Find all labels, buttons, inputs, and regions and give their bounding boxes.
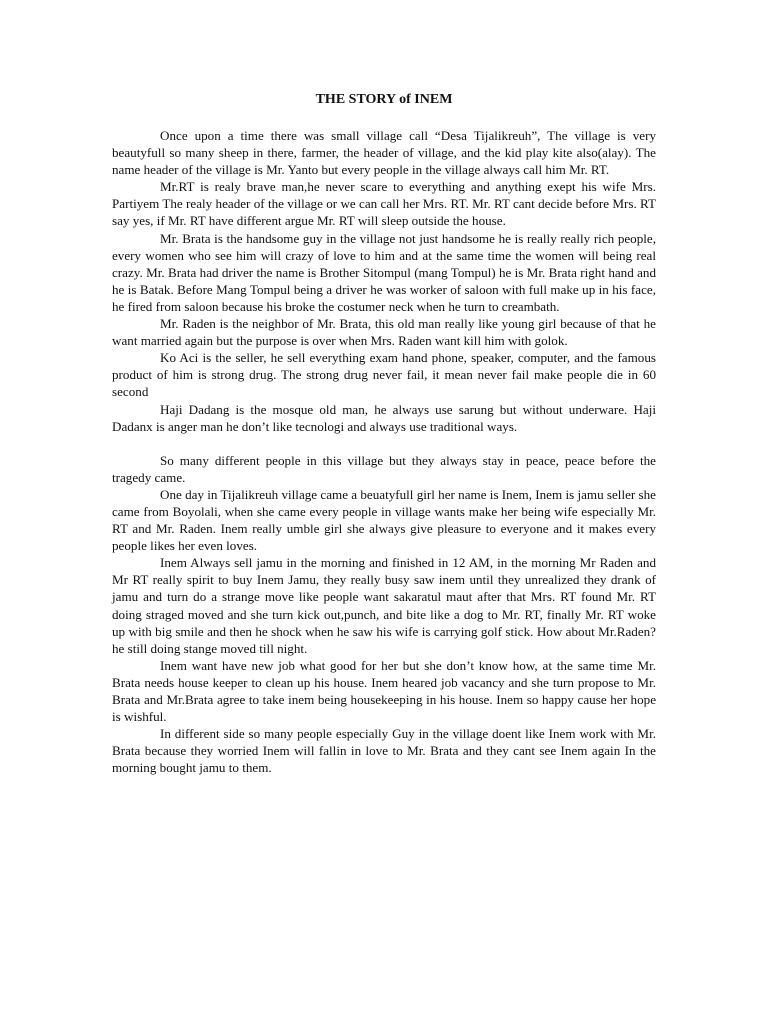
paragraph-ko-aci: Ko Aci is the seller, he sell everything exam hand phone, speaker, computer, and the famous product of him is strong drug. The strong drug never fail, it mean never fail make people die in 60 second	[112, 350, 656, 400]
paragraph-gap	[112, 435, 656, 452]
paragraph-inem-arrives: One day in Tijalikreuh village came a beuatyfull girl her name is Inem, Inem is jamu seller she came from Boyolali, when she came every people in village wants make her being wife especially Mr. RT and Mr. Raden. Inem really umble girl she always give pleasure to everyone and it makes every people likes her even loves.	[112, 486, 656, 554]
paragraph-mr-raden: Mr. Raden is the neighbor of Mr. Brata, this old man really like young girl because of that he want married again but the purpose is over when Mrs. Raden want kill him with golok.	[112, 316, 656, 349]
paragraph-village-intro: Once upon a time there was small village call “Desa Tijalikreuh”, The village is very beautyfull so many sheep in there, farmer, the header of village, and the kid play kite also(alay). The name header of the village is Mr. Yanto but every people in the village always call him Mr. RT.	[112, 128, 656, 178]
paragraph-mr-brata: Mr. Brata is the handsome guy in the village not just handsome he is really really rich people, every women who see him will crazy of love to him and at the same time the women will being real crazy. Mr. Brata had driver the name is Brother Sitompul (mang Tompul) he is Mr. Brata right hand and he is Batak. Before Mang Tompul being a driver he was worker of saloon with full make up in his face, he fired from saloon because his broke the costumer neck when he turn to creambath.	[112, 230, 656, 314]
paragraph-jamu-morning: Inem Always sell jamu in the morning and finished in 12 AM, in the morning Mr Raden and Mr RT really spirit to buy Inem Jamu, they really busy saw inem until they unrealized they drank of jamu and turn do a strange move like people want sakaratul maut after that Mrs. RT found Mr. RT doing straged moved and she turn kick out,punch, and bite like a dog to Mr. RT, finally Mr. RT woke up with big smile and then he shock when he saw his wife is carrying golf stick. How about Mr.Raden? he still doing stange moved till night.	[112, 555, 656, 656]
document-title: THE STORY of INEM	[315, 92, 453, 107]
paragraph-village-worry: In different side so many people especially Guy in the village doent like Inem work with Mr. Brata because they worried Inem will fallin in love to Mr. Brata and they cant see Inem again In the morning bought jamu to them.	[112, 726, 656, 776]
paragraph-new-job: Inem want have new job what good for her but she don’t know how, at the same time Mr. Brata needs house keeper to clean up his house. Inem heared job vacancy and she turn propose to Mr. Brata and Mr.Brata agree to take inem being housekeeping in his house. Inem so happy cause her hope is wishful.	[112, 657, 656, 725]
paragraph-mr-rt: Mr.RT is realy brave man,he never scare to everything and anything exept his wife Mrs. Partiyem The realy header of the village or we can call her Mrs. RT. Mr. RT cant decide before Mrs. RT say yes, if Mr. RT have different argue Mr. RT will sleep outside the house.	[112, 179, 656, 229]
paragraph-haji-dadang: Haji Dadang is the mosque old man, he always use sarung but without underware. Haji Dadanx is anger man he don’t like tecnologi and always use traditional ways.	[112, 401, 656, 434]
paragraph-peace: So many different people in this village but they always stay in peace, peace before the tragedy came.	[112, 452, 656, 485]
document-body	[112, 127, 656, 776]
